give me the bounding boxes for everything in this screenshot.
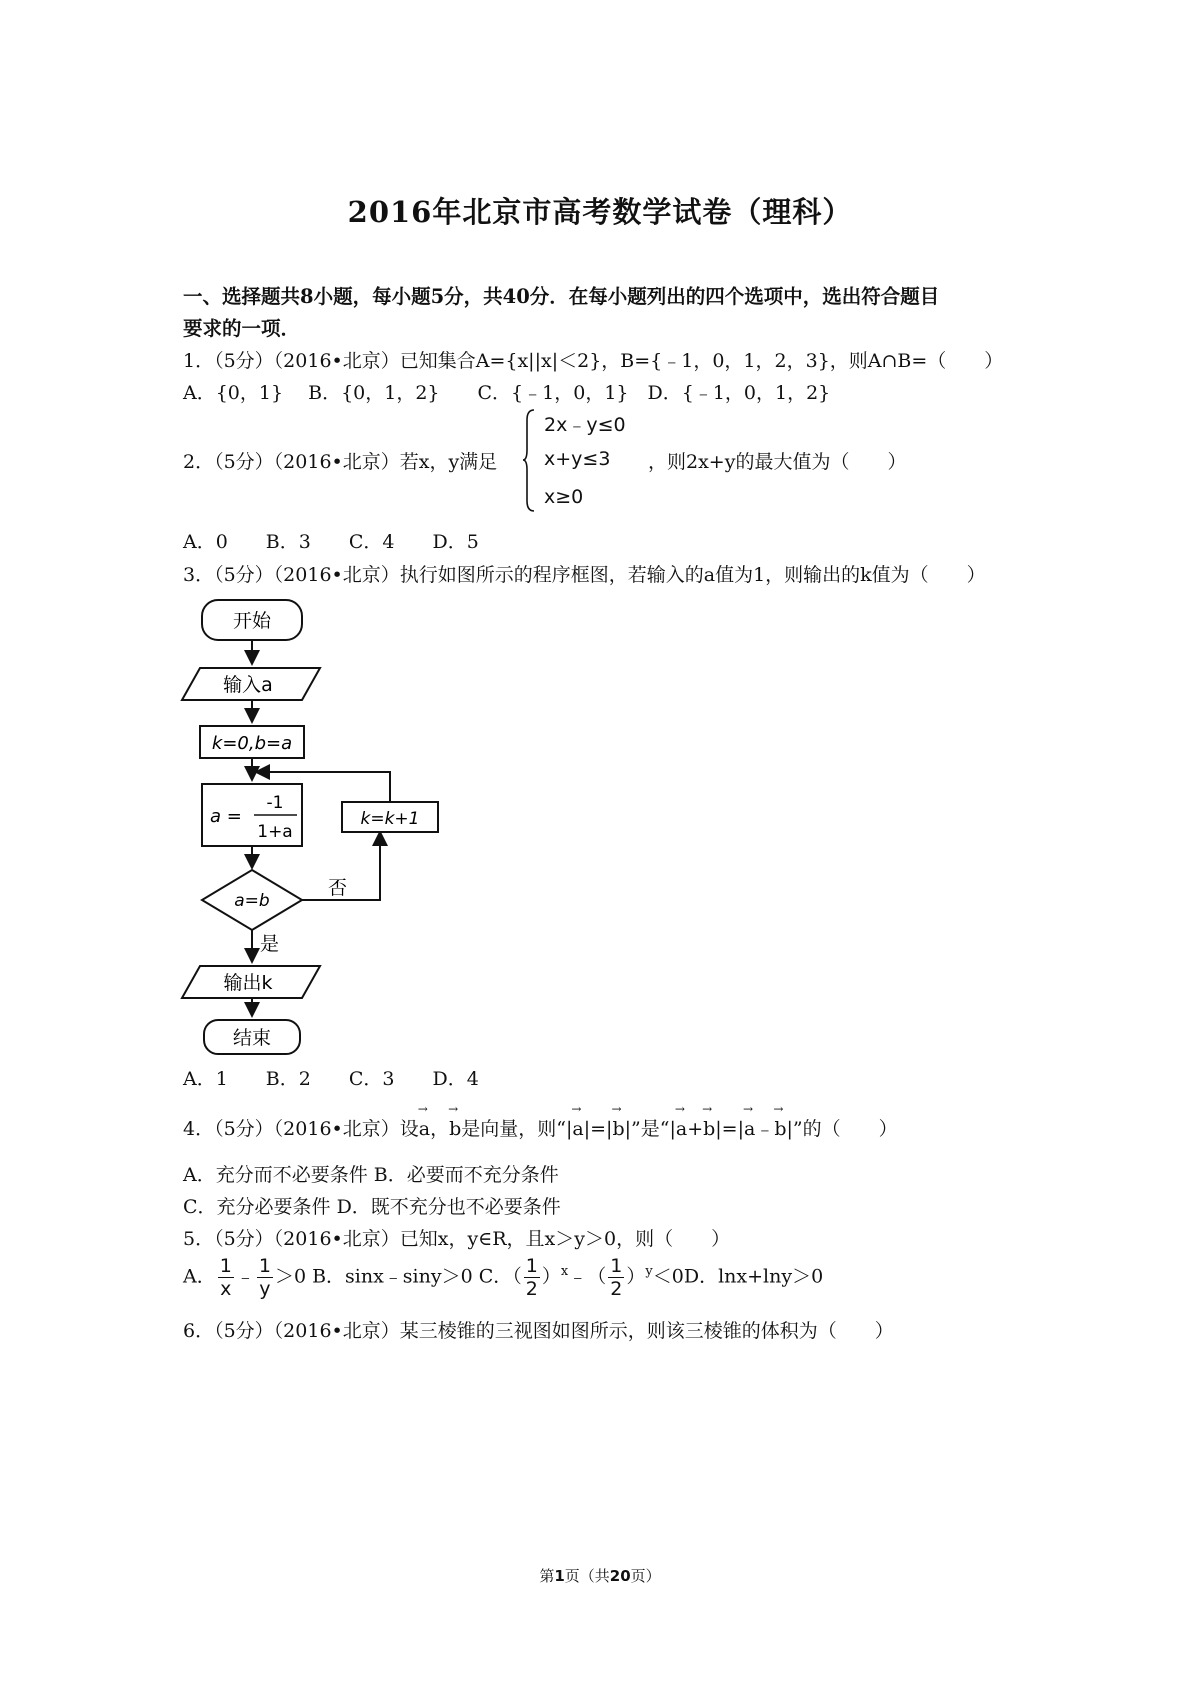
- q4-options-line1: A．充分而不必要条件 B．必要而不充分条件: [183, 1164, 559, 1186]
- q2-options: A．0 B．3 C．4 D．5: [183, 531, 479, 553]
- flow-init-label: k=0,b=a: [211, 733, 293, 754]
- fraction-one-half-x: $\frac{1}{2}$: [525, 1255, 538, 1300]
- vector-a: → a: [417, 1102, 431, 1140]
- fraction-one-half-y: $\frac{1}{2}$: [610, 1255, 623, 1300]
- section-heading-line2: 要求的一项．: [183, 317, 301, 340]
- q2-stem-after: ，则2x+y的最大值为（ ）: [648, 451, 907, 473]
- q2-inequality-3: x≥0: [544, 486, 584, 508]
- q6-stem: 6．（5分）（2016•北京）某三棱锥的三视图如图所示，则该三棱锥的体积为（ ）: [183, 1320, 894, 1342]
- flow-output-label: 输出k: [223, 972, 273, 994]
- fraction-1-over-y: $\frac{1}{y}$: [258, 1255, 271, 1300]
- flow-input-label: 输入a: [223, 674, 273, 696]
- flow-start-label: 开始: [232, 610, 272, 632]
- flow-condition-label: a=b: [234, 891, 270, 911]
- page-title: 2016年北京市高考数学试卷（理科）: [347, 195, 853, 229]
- page-footer: 第1页（共20页）: [539, 1567, 661, 1585]
- flow-no-label: 否: [328, 877, 348, 899]
- flow-yes-label: 是: [260, 933, 280, 955]
- q1-options: A．{0，1} B．{0，1，2} C．{﹣1，0，1} D．{﹣1，0，1，2}: [183, 382, 831, 404]
- fraction-1-over-x: $\frac{1}{x}$: [219, 1255, 232, 1300]
- brace-icon: [522, 408, 536, 513]
- footer-page-number: 1: [554, 1567, 565, 1585]
- flow-assign-denominator: 1+a: [257, 822, 293, 842]
- flow-increment-label: k=k+1: [360, 809, 420, 829]
- q2-inequality-1: 2x﹣y≤0: [544, 414, 626, 436]
- flow-end-label: 结束: [232, 1027, 272, 1049]
- q5-options: A． $\frac{1}{x}$ ﹣ $\frac{1}{y}$ ＞0 B．sinx﹣siny＞0 C．（ $\frac{1}{2}$ ）$^x$﹣（ $\frac{1}{2}$ ）$^y$＜0D．lnx+lny＞0: [183, 1255, 824, 1300]
- vector-b: → b: [448, 1102, 462, 1140]
- q3-stem: 3．（5分）（2016•北京）执行如图所示的程序框图，若输入的a值为1，则输出的k值为（ ）: [183, 564, 986, 586]
- q3-flowchart: [180, 596, 450, 1056]
- flow-assign-lhs: a =: [210, 806, 242, 827]
- q2-inequality-2: x+y≤3: [544, 448, 611, 470]
- q3-options: A．1 B．2 C．3 D．4: [183, 1068, 479, 1090]
- q4-stem: 4．（5分）（2016•北京）设 → a， → b是向量，则“| → a|=| → b|”是“| → a+ → b|=| → a﹣ → b|”的（ ）: [183, 1102, 898, 1140]
- flow-assign-numerator: -1: [266, 793, 284, 813]
- section-heading-line1: 一、选择题共8小题，每小题5分，共40分．在每小题列出的四个选项中，选出符合题目: [183, 285, 940, 308]
- q1-stem: 1．（5分）（2016•北京）已知集合A={x||x|＜2}，B={﹣1，0，1，2，3}，则A∩B=（ ）: [183, 350, 1004, 372]
- q2-stem-before: 2．（5分）（2016•北京）若x，y满足: [183, 451, 498, 473]
- q4-options-line2: C．充分必要条件 D．既不充分也不必要条件: [183, 1196, 561, 1218]
- q2-inequality-system: [522, 408, 652, 513]
- footer-total-pages: 20: [609, 1567, 631, 1585]
- q5-stem: 5．（5分）（2016•北京）已知x，y∈R，且x＞y＞0，则（ ）: [183, 1228, 731, 1250]
